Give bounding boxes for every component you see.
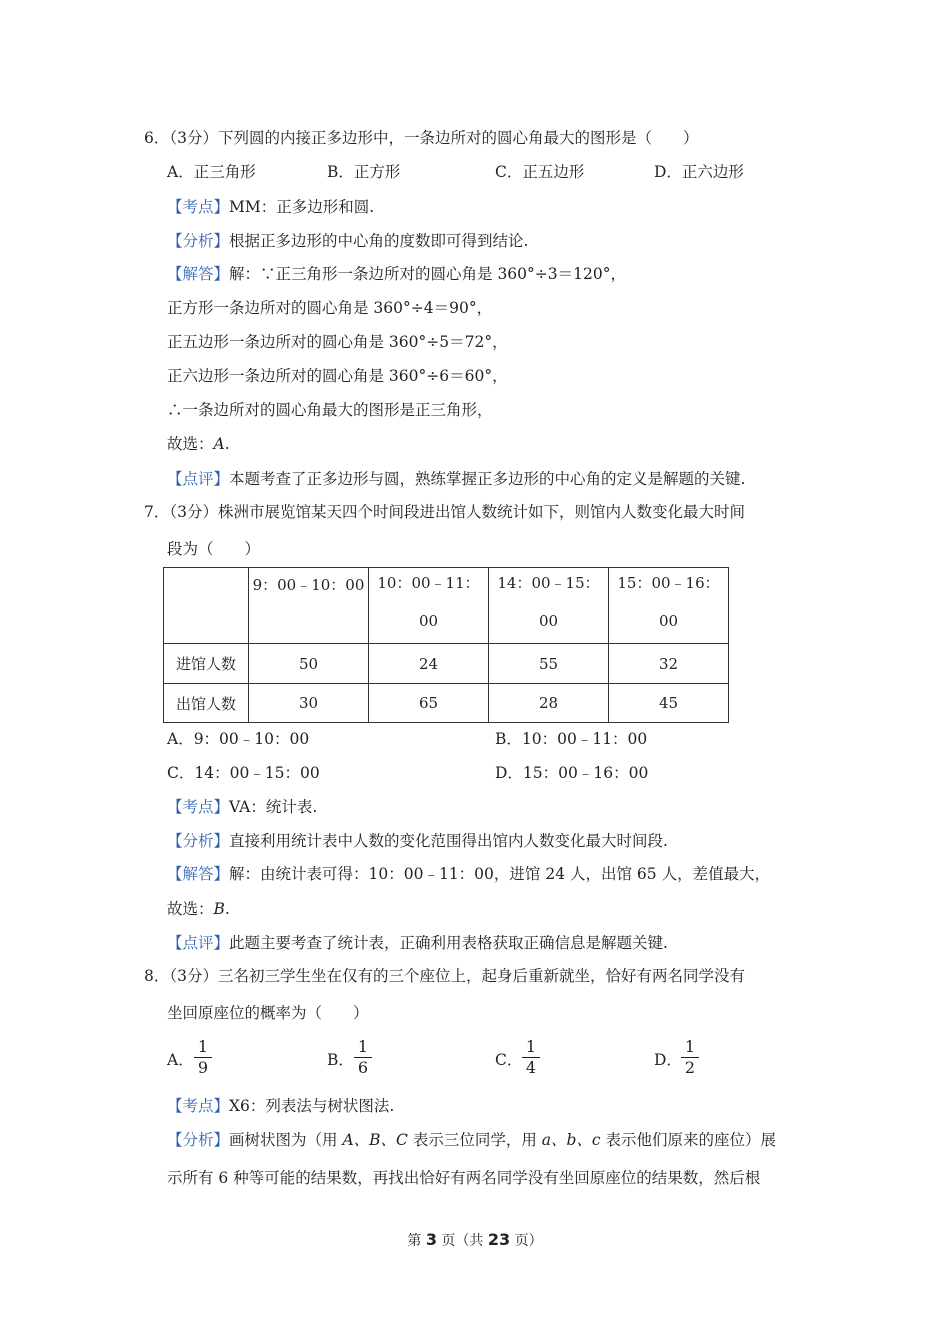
q8-option-b-fraction [354,1038,372,1077]
table-cell: 28 [489,684,609,723]
q7-dianping [167,931,668,953]
page-footer [0,1230,950,1250]
q8-fenxi-line2: 示所有 6 种等可能的结果数，再找出恰好有两名同学没有坐回原座位的结果数，然后根 [167,1169,761,1187]
table-cell: 45 [609,684,729,723]
option-label: A． [167,1051,194,1069]
q7-answer: 故选：B. [167,900,230,918]
answer-letter: A [213,435,225,453]
table-row-label: 出馆人数 [164,684,249,723]
q7-stem-line1: 7．（3分）株洲市展览馆某天四个时间段进出馆人数统计如下，则馆内人数变化最大时间 [144,503,745,521]
q7-kaodian [167,795,317,817]
fenxi-tag: 【分析】 [167,832,230,850]
jieda-tag: 【解答】 [167,265,230,283]
statistics-table [163,567,729,723]
q7-option-d: D．15：00﹣16：00 [495,764,649,782]
q6-option-d: D．正六边形 [654,163,744,181]
q6-kaodian [167,195,374,217]
dianping-tag: 【点评】 [167,470,230,488]
fenxi-text: 根据正多边形的中心角的度数即可得到结论. [229,232,529,250]
kaodian-tag: 【考点】 [167,198,230,216]
kaodian-text: X6：列表法与树状图法. [229,1097,395,1115]
q6-jieda [167,262,626,284]
fenxi-vars-upper: A、B、C [342,1131,408,1149]
table-header-cell: 9：00﹣10：00 [249,568,369,644]
q8-option-a-fraction [194,1038,212,1077]
table-row [164,644,729,684]
q6-answer: 故选：A. [167,435,230,453]
kaodian-tag: 【考点】 [167,1097,230,1115]
dianping-text: 此题主要考查了统计表，正确利用表格获取正确信息是解题关键. [229,934,668,952]
fraction-numerator: 1 [354,1038,372,1058]
answer-letter: B [213,900,225,918]
option-label: C． [495,1051,523,1069]
q6-jieda-line: 正六边形一条边所对的圆心角是 360°÷6＝60°， [167,367,508,385]
fraction-numerator: 1 [522,1038,540,1058]
table-header-cell: 10：00﹣11： 00 [369,568,489,644]
answer-prefix: 故选： [167,435,214,453]
fenxi-text: 直接利用统计表中人数的变化范围得出馆内人数变化最大时间段. [229,832,668,850]
q8-option-a [167,1048,194,1070]
q8-stem-line2: 坐回原座位的概率为（ ） [167,1004,369,1022]
fenxi-text-b: 表示三位同学，用 [407,1131,542,1149]
option-label: D． [654,1051,682,1069]
q8-option-d [654,1048,682,1070]
q6-option-b: B．正方形 [327,163,401,181]
table-header-cell: 14：00﹣15： 00 [489,568,609,644]
q8-kaodian [167,1094,394,1116]
fraction-numerator: 1 [681,1038,699,1058]
q8-fenxi [167,1128,776,1150]
q7-fenxi [167,829,668,851]
table-header-row [164,568,729,644]
table-row [164,684,729,723]
table-cell: 55 [489,644,609,684]
footer-suffix: 页） [510,1233,543,1249]
dianping-tag: 【点评】 [167,934,230,952]
q6-dianping [167,467,745,489]
footer-prefix: 第 [407,1233,426,1249]
footer-middle: 页（共 [436,1233,488,1249]
q7-jieda [167,862,770,884]
q8-stem-line1: 8．（3分）三名初三学生坐在仅有的三个座位上，起身后重新就坐，恰好有两名同学没有 [144,967,745,985]
q6-jieda-line: ∴一条边所对的圆心角最大的图形是正三角形， [167,401,493,419]
dianping-text: 本题考查了正多边形与圆，熟练掌握正多边形的中心角的定义是解题的关键. [229,470,746,488]
jieda-tag: 【解答】 [167,865,230,883]
kaodian-text: MM：正多边形和圆. [229,198,375,216]
table-cell: 50 [249,644,369,684]
fenxi-tag: 【分析】 [167,1131,230,1149]
q6-option-a: A．正三角形 [167,163,256,181]
jieda-text: 解：由统计表可得：10：00﹣11：00，进馆 24 人，出馆 65 人，差值最大， [229,865,771,883]
fenxi-text-c: 表示他们原来的座位）展 [600,1131,777,1149]
q7-stem-line2: 段为（ ） [167,540,261,558]
footer-page-number: 3 [425,1230,437,1249]
fraction-denominator: 4 [525,1058,537,1077]
footer-total-pages: 23 [487,1230,511,1249]
table-header-cell [164,568,249,644]
fraction-denominator: 2 [684,1058,696,1077]
q8-option-d-fraction [681,1038,699,1077]
fraction-denominator: 6 [357,1058,369,1077]
q7-option-a: A．9：00﹣10：00 [167,730,310,748]
jieda-line: 解：∵正三角形一条边所对的圆心角是 360°÷3＝120°， [229,265,626,283]
q6-jieda-line: 正方形一条边所对的圆心角是 360°÷4＝90°， [167,299,493,317]
fraction-numerator: 1 [194,1038,212,1058]
q8-option-b [327,1048,354,1070]
table-cell: 30 [249,684,369,723]
fraction-denominator: 9 [197,1058,209,1077]
fenxi-text-a: 画树状图为（用 [229,1131,343,1149]
table-cell: 24 [369,644,489,684]
table-cell: 65 [369,684,489,723]
fenxi-tag: 【分析】 [167,232,230,250]
table-row-label: 进馆人数 [164,644,249,684]
q8-option-c [495,1048,522,1070]
option-label: B． [327,1051,354,1069]
fenxi-vars-lower: a、b、c [541,1131,601,1149]
q6-option-c: C．正五边形 [495,163,585,181]
q7-option-b: B．10：00﹣11：00 [495,730,648,748]
table-cell: 32 [609,644,729,684]
q6-fenxi [167,229,528,251]
kaodian-text: VA：统计表. [229,798,318,816]
q8-option-c-fraction [522,1038,540,1077]
kaodian-tag: 【考点】 [167,798,230,816]
q6-jieda-line: 正五边形一条边所对的圆心角是 360°÷5＝72°， [167,333,508,351]
q6-stem: 6．（3分）下列圆的内接正多边形中，一条边所对的圆心角最大的图形是（ ） [144,129,699,147]
q7-option-c: C．14：00﹣15：00 [167,764,320,782]
answer-prefix: 故选： [167,900,214,918]
table-header-cell: 15：00﹣16： 00 [609,568,729,644]
